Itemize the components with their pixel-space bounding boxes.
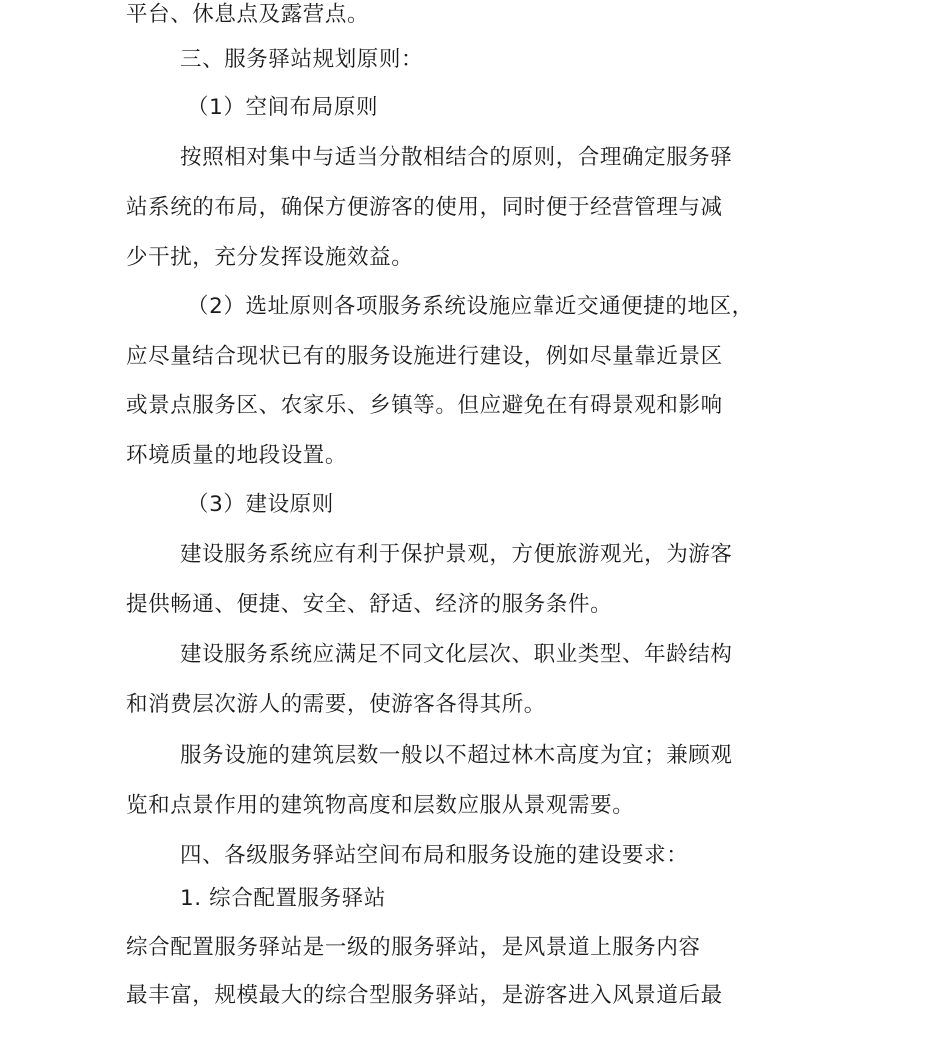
paragraph-line: 提供畅通、便捷、安全、舒适、经济的服务条件。 — [126, 592, 613, 617]
section-heading-4: 四、各级服务驿站空间布局和服务设施的建设要求： — [180, 843, 689, 868]
paragraph-line: 应尽量结合现状已有的服务设施进行建设，例如尽量靠近景区 — [126, 344, 723, 369]
paragraph-line: 站系统的布局，确保方便游客的使用，同时便于经营管理与减 — [126, 195, 723, 220]
section-heading-3: 三、服务驿站规划原则： — [180, 47, 424, 72]
list-heading-1: 1. 综合配置服务驿站 — [180, 886, 386, 911]
paragraph-line: 综合配置服务驿站是一级的服务驿站，是风景道上服务内容 — [126, 935, 701, 960]
subheading-3: （3）建设原则 — [187, 492, 334, 517]
subheading-1: （1）空间布局原则 — [187, 95, 379, 120]
paragraph-line: 建设服务系统应满足不同文化层次、职业类型、年龄结构 — [180, 642, 733, 667]
paragraph-line: 览和点景作用的建筑物高度和层数应服从景观需要。 — [126, 793, 635, 818]
paragraph-line: 和消费层次游人的需要，使游客各得其所。 — [126, 692, 546, 717]
paragraph-line: 或景点服务区、农家乐、乡镇等。但应避免在有碍景观和影响 — [126, 393, 723, 418]
paragraph-line: 建设服务系统应有利于保护景观，方便旅游观光，为游客 — [180, 542, 733, 567]
text-line-continuation: 平台、休息点及露营点。 — [126, 2, 370, 27]
paragraph-line: 少干扰，充分发挥设施效益。 — [126, 245, 414, 270]
paragraph-line: 服务设施的建筑层数一般以不超过林木高度为宜；兼顾观 — [180, 743, 733, 768]
paragraph-line: 环境质量的地段设置。 — [126, 443, 348, 468]
paragraph-line: 最丰富，规模最大的综合型服务驿站，是游客进入风景道后最 — [126, 983, 723, 1008]
subheading-2-line: （2）选址原则各项服务系统设施应靠近交通便捷的地区， — [187, 294, 754, 319]
paragraph-line: 按照相对集中与适当分散相结合的原则，合理确定服务驿 — [180, 145, 733, 170]
